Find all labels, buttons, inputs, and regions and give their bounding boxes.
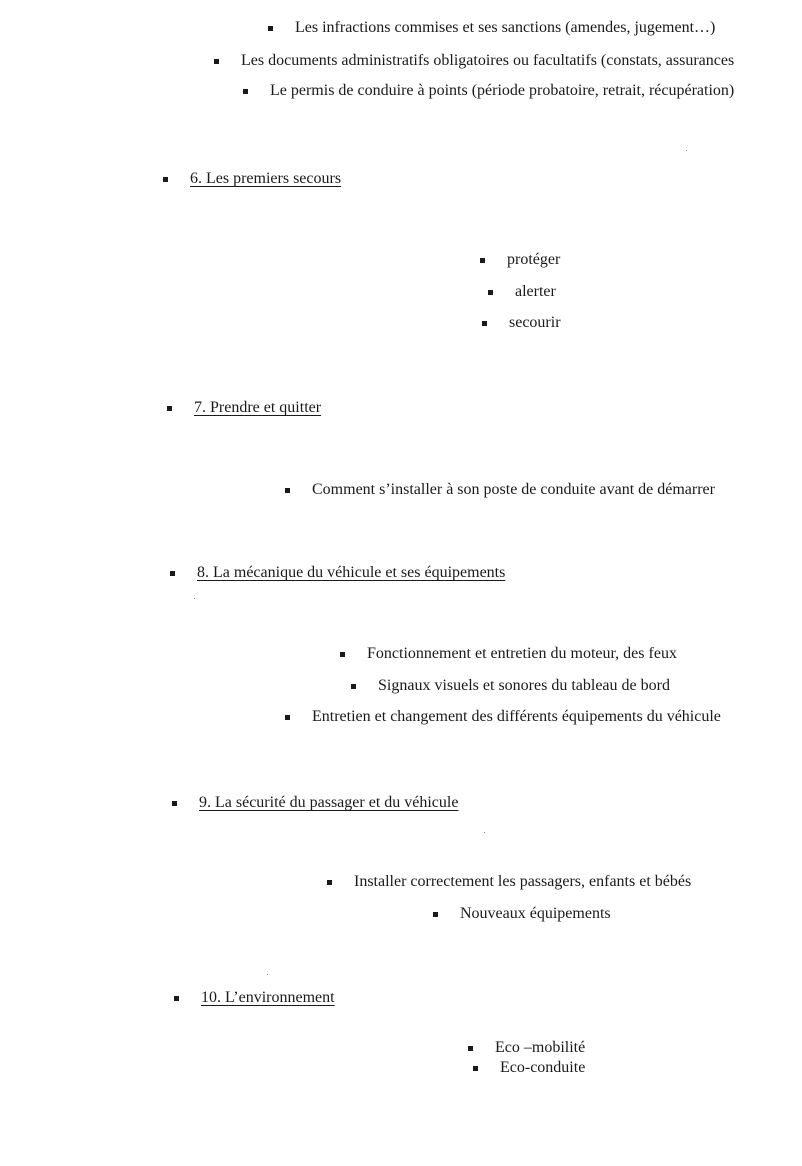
list-item [340,644,677,664]
section-heading [172,793,458,813]
bullet-icon [167,406,172,411]
list-item [285,707,721,727]
bullet-icon [285,715,290,720]
section-title: 8. La mécanique du véhicule et ses équipements [197,564,506,581]
list-item-text: Installer correctement les passagers, enfants et bébés [354,873,692,890]
bullet-icon [480,258,485,263]
bullet-icon [473,1066,478,1071]
bullet-icon [340,652,345,657]
list-item [351,676,670,696]
bullet-icon [351,684,356,689]
list-item-text: Comment s’installer à son poste de conduite avant de démarrer [312,481,715,498]
bullet-icon [243,89,248,94]
scan-speck [267,974,268,975]
bullet-icon [163,177,168,182]
list-item-text: Fonctionnement et entretien du moteur, des feux [367,645,677,662]
list-item-text: protéger [507,251,561,268]
bullet-icon [174,996,179,1001]
section-title: 7. Prendre et quitter [194,399,322,416]
list-item-text: alerter [515,283,556,300]
list-item [482,313,561,333]
list-item [480,250,560,270]
list-item [433,904,611,924]
list-item-text: Entretien et changement des différents équipements du véhicule [312,708,721,725]
list-item [268,18,715,38]
list-item [214,51,734,71]
scan-speck [484,832,485,833]
list-item [243,81,734,101]
bullet-icon [433,912,438,917]
list-item-text: secourir [509,314,561,331]
bullet-icon [172,801,177,806]
bullet-icon [482,321,487,326]
list-item [468,1038,585,1058]
list-item-text: Signaux visuels et sonores du tableau de bord [378,677,670,694]
section-title: 9. La sécurité du passager et du véhicule [199,794,459,811]
bullet-icon [327,880,332,885]
list-item [473,1058,585,1078]
bullet-icon [268,26,273,31]
list-item-text: Le permis de conduire à points (période probatoire, retrait, récupération) [270,82,735,99]
list-item-text: Eco –mobilité [495,1039,586,1056]
section-heading [163,169,341,189]
section-title: 10. L’environnement [201,989,335,1006]
bullet-icon [468,1046,473,1051]
list-item [488,282,556,302]
bullet-icon [170,571,175,576]
list-item [327,872,691,892]
list-item [285,480,715,500]
bullet-icon [214,59,219,64]
list-item-text: Les infractions commises et ses sanctions (amendes, jugement…) [295,19,716,36]
section-heading [167,398,321,418]
list-item-text: Les documents administratifs obligatoires ou facultatifs (constats, assurances [241,52,735,69]
bullet-icon [488,290,493,295]
section-title: 6. Les premiers secours [190,170,342,187]
section-heading [170,563,505,583]
scan-speck [686,150,687,151]
section-heading [174,988,335,1008]
list-item-text: Nouveaux équipements [460,905,611,922]
bullet-icon [285,488,290,493]
list-item-text: Eco-conduite [500,1059,586,1076]
scan-speck [194,598,195,599]
